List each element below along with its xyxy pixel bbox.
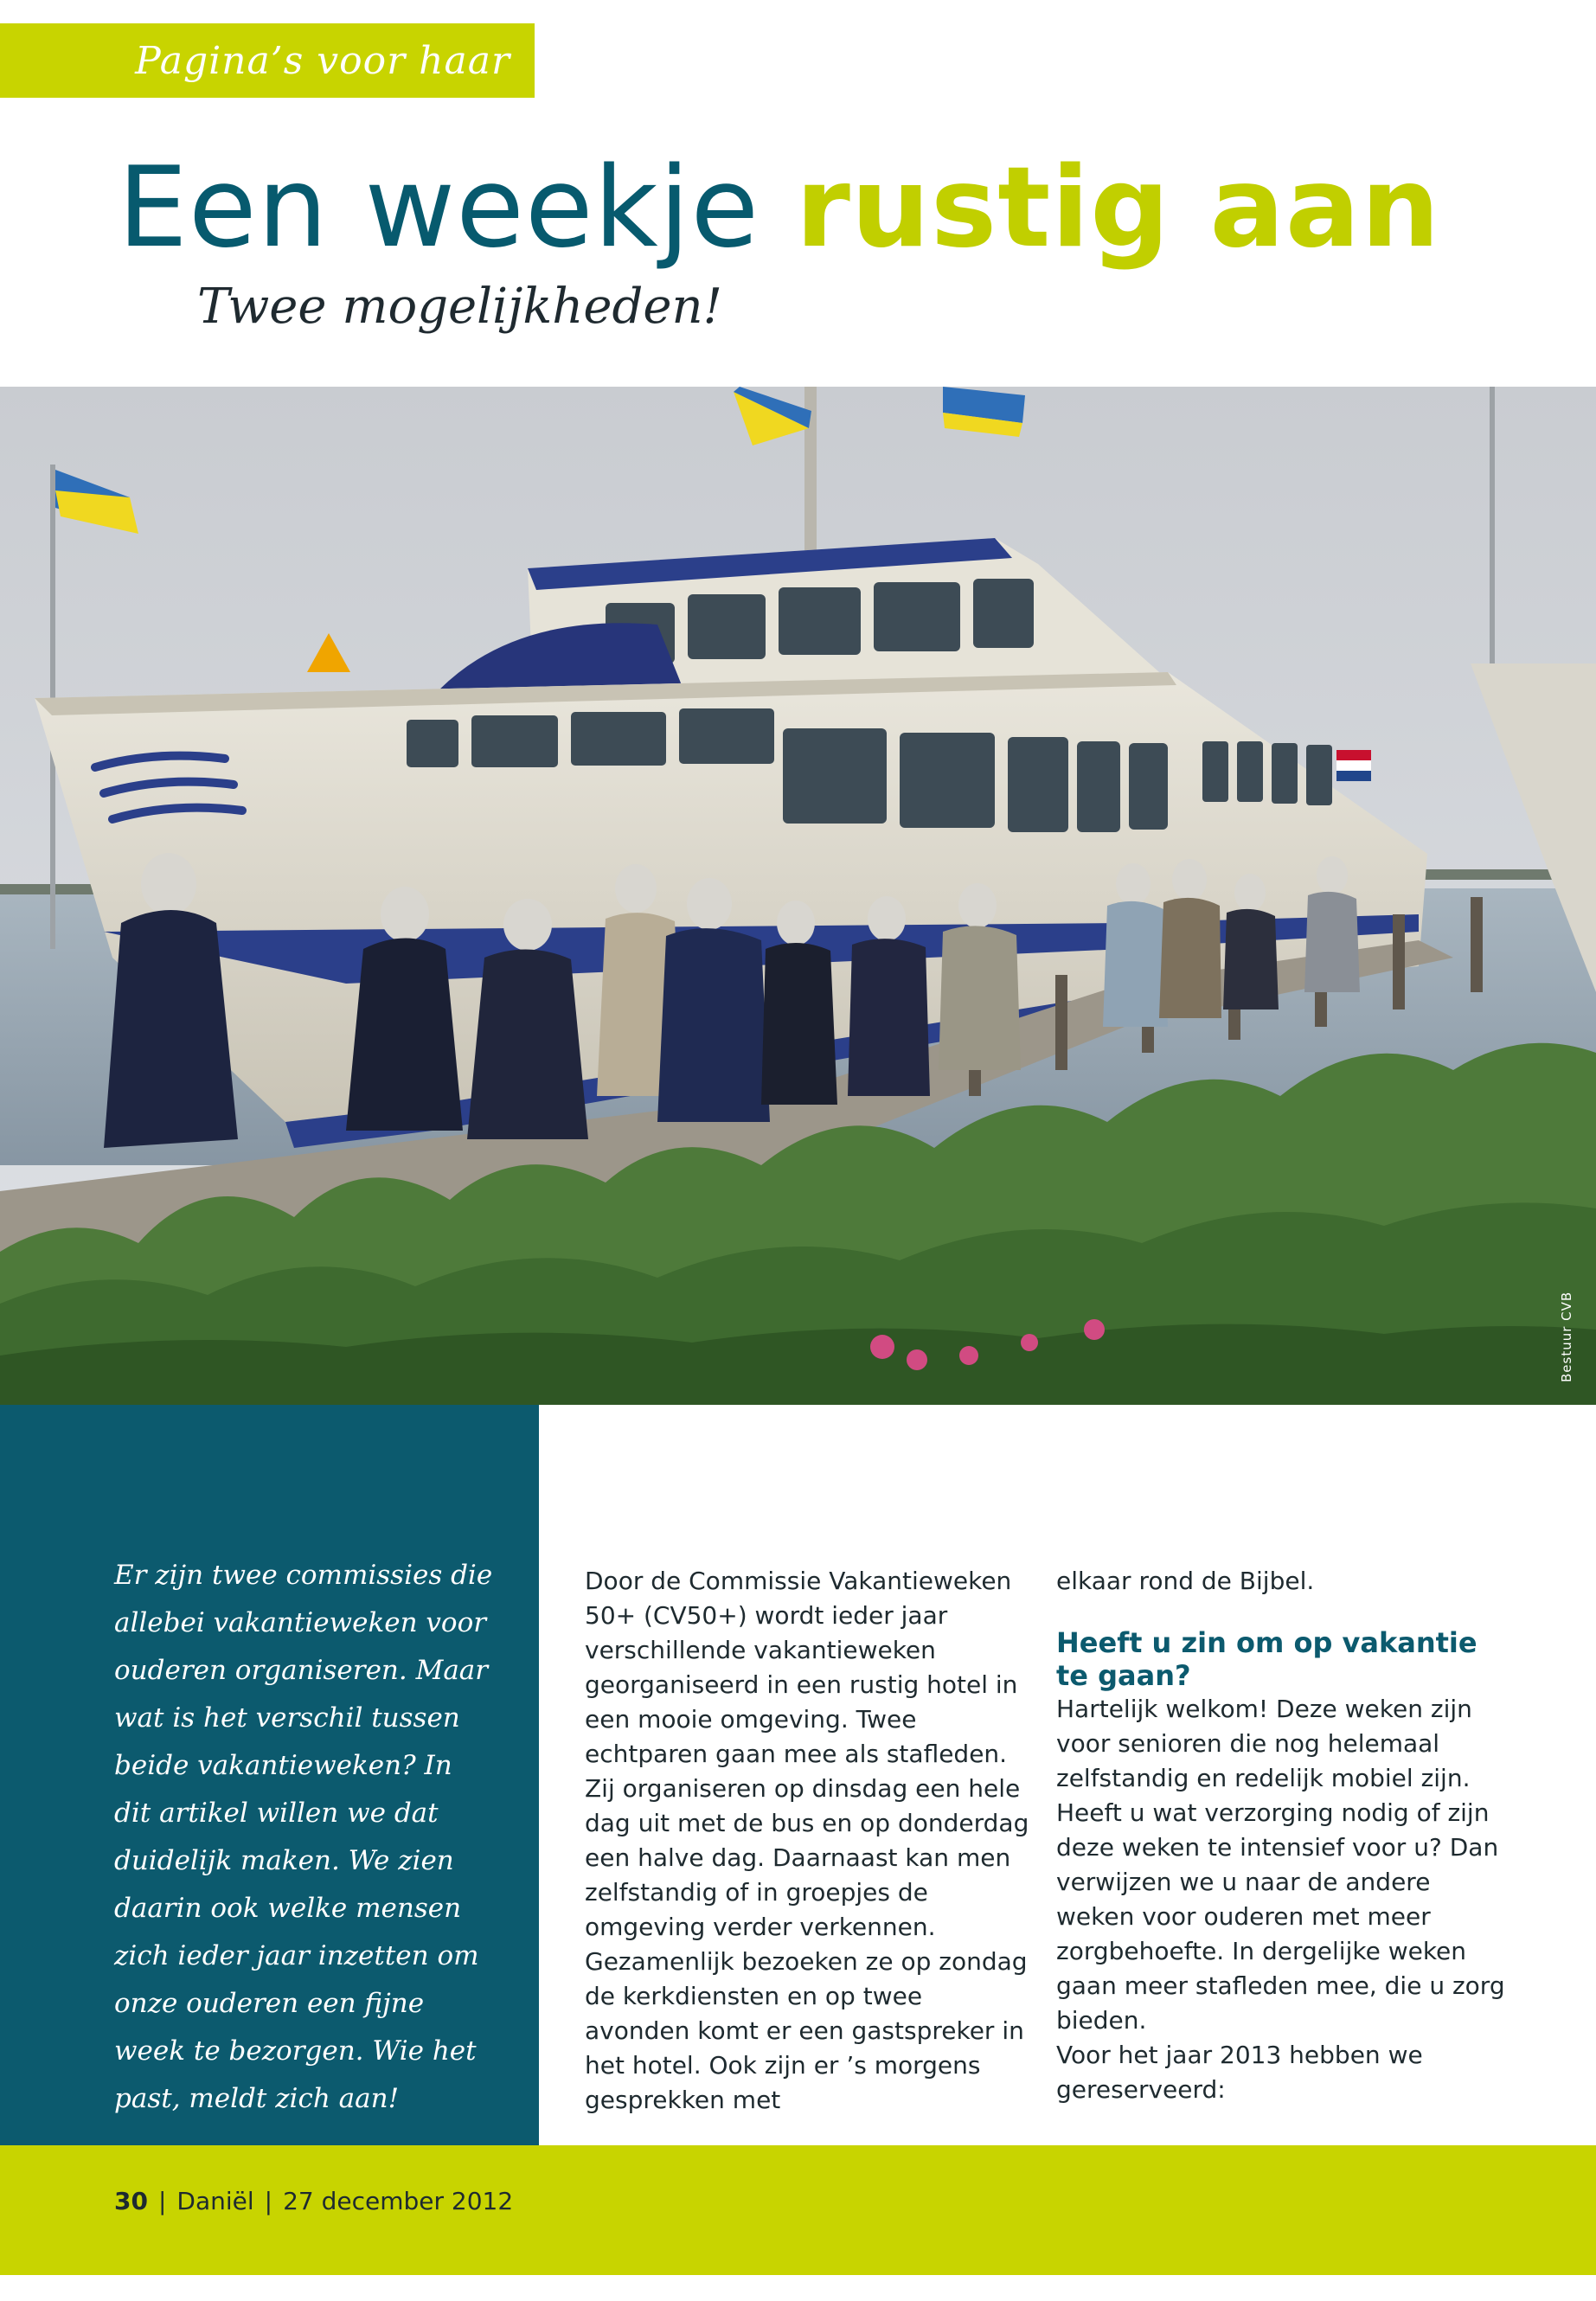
body-paragraph: Door de Commissie Vakantieweken 50+ (CV50+) wordt ieder jaar verschillende vakantieweken georganiseerd in een rustig hotel in een mooie omgeving. Twee echtparen gaan mee als stafleden. Zij organiseren op dinsdag een hele dag uit met de bus en op donderdag een halve dag. Daarnaast kan men zelfstandig of in groepjes de omgeving verder verkennen. Gezamenlijk bezoeken ze op zondag de kerkdiensten en op twee avonden komt er een gastspreker in het hotel. Ook zijn er ’s morgens gesprekken met bbox=[585, 1567, 1029, 2114]
intro-text: Er zijn twee commissies die allebei vakantieweken voor ouderen organiseren. Maar wat is het verschil tussen beide vakantieweken? In dit artikel willen we dat duidelijk maken. We zien daarin ook welke mensen zich ieder jaar inzetten om onze ouderen een fijne week te bezorgen. Wie het past, meldt zich aan! bbox=[114, 1560, 493, 2114]
title-part-1: Een weekje bbox=[118, 144, 760, 272]
magazine-name: Daniël bbox=[176, 2187, 254, 2215]
body-column-2 bbox=[585, 1564, 1030, 2118]
body-column-3 bbox=[1056, 1564, 1506, 2107]
body-paragraph-reservations: Voor het jaar 2013 hebben we gereserveerd: bbox=[1056, 2041, 1423, 2104]
article-subtitle: Twee mogelijkheden! bbox=[197, 279, 723, 335]
page-footer bbox=[114, 2187, 513, 2215]
article-photo bbox=[0, 387, 1596, 1405]
body-paragraph-welcome: Hartelijk welkom! Deze weken zijn voor senioren die nog helemaal zelfstandig en redelijk mobiel zijn. Heeft u wat verzorging nodig of zijn deze weken te intensief voor u? Dan verwijzen we u naar de andere weken voor ouderen met meer zorgbehoefte. In dergelijke weken gaan meer stafleden mee, die u zorg bieden. bbox=[1056, 1695, 1505, 2035]
body-paragraph-lead: elkaar rond de Bijbel. bbox=[1056, 1567, 1315, 1595]
footer-separator: | bbox=[157, 2187, 167, 2215]
section-heading: Heeft u zin om op vakantie te gaan? bbox=[1056, 1626, 1477, 1692]
section-tag-label: Pagina’s voor haar bbox=[135, 39, 510, 83]
photo-credit: Bestuur CVB bbox=[1559, 1291, 1574, 1382]
boat-boarding-illustration bbox=[0, 387, 1596, 1405]
footer-separator: | bbox=[264, 2187, 273, 2215]
page-number: 30 bbox=[114, 2187, 148, 2215]
section-tag bbox=[0, 23, 535, 98]
article-title bbox=[118, 144, 1440, 273]
issue-date: 27 december 2012 bbox=[283, 2187, 514, 2215]
title-part-2: rustig aan bbox=[795, 144, 1441, 272]
